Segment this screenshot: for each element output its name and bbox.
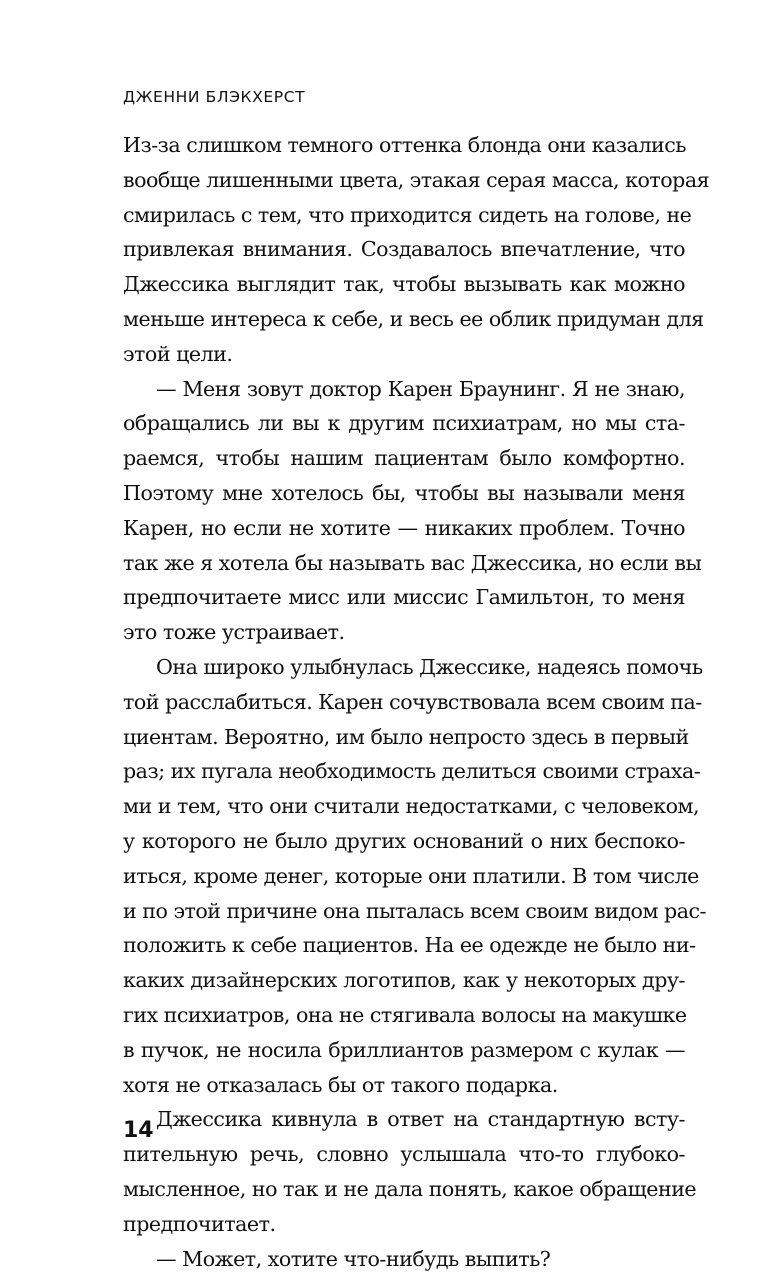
running-head-author: ДЖЕННИ БЛЭКХЕРСТ <box>123 88 305 106</box>
text-line: — Меня зовут доктор Карен Браунинг. Я не знаю, <box>123 372 685 407</box>
text-line: иться, кроме денег, которые они платили. В том числе <box>123 859 685 894</box>
text-line: ми и тем, что они считали недостатками, с человеком, <box>123 789 685 824</box>
text-line: — Может, хотите что-нибудь выпить? <box>123 1242 685 1276</box>
text-line: в пучок, не носила бриллиантов размером с кулак — <box>123 1033 685 1068</box>
text-line: предпочитаете мисс или миссис Гамильтон, то меня <box>123 580 685 615</box>
text-line: смирилась с тем, что приходится сидеть на голове, не <box>123 198 685 233</box>
text-line: меньше интереса к себе, и весь ее облик придуман для <box>123 302 685 337</box>
page-number: 14 <box>123 1118 154 1143</box>
text-line: обращались ли вы к другим психиатрам, но мы ста- <box>123 406 685 441</box>
body-text <box>123 128 685 1276</box>
text-line: Из-за слишком темного оттенка блонда они казались <box>123 128 685 163</box>
text-line: и по этой причине она пыталась всем своим видом рас- <box>123 894 685 929</box>
text-line: у которого не было других оснований о них беспоко- <box>123 824 685 859</box>
text-line: гих психиатров, она не стягивала волосы на макушке <box>123 998 685 1033</box>
text-line: Она широко улыбнулась Джессике, надеясь помочь <box>123 650 685 685</box>
text-line: вообще лишенными цвета, этакая серая масса, которая <box>123 163 685 198</box>
text-line: хотя не отказалась бы от такого подарка. <box>123 1068 685 1103</box>
text-line: той расслабиться. Карен сочувствовала всем своим па- <box>123 685 685 720</box>
text-line: циентам. Вероятно, им было непросто здесь в первый <box>123 720 685 755</box>
text-line: так же я хотела бы называть вас Джессика, но если вы <box>123 546 685 581</box>
text-line: Джессика кивнула в ответ на стандартную всту- <box>123 1102 685 1137</box>
text-line: это тоже устраивает. <box>123 615 685 650</box>
text-line: пительную речь, словно услышала что-то глубоко- <box>123 1137 685 1172</box>
text-line: каких дизайнерских логотипов, как у некоторых дру- <box>123 963 685 998</box>
text-line: мысленное, но так и не дала понять, какое обращение <box>123 1172 685 1207</box>
text-line: Джессика выглядит так, чтобы вызывать как можно <box>123 267 685 302</box>
text-line: предпочитает. <box>123 1207 685 1242</box>
text-line: привлекая внимания. Создавалось впечатление, что <box>123 232 685 267</box>
text-line: Поэтому мне хотелось бы, чтобы вы называли меня <box>123 476 685 511</box>
text-line: этой цели. <box>123 337 685 372</box>
text-line: раз; их пугала необходимость делиться своими страха- <box>123 754 685 789</box>
text-line: положить к себе пациентов. На ее одежде не было ни- <box>123 928 685 963</box>
text-line: Карен, но если не хотите — никаких проблем. Точно <box>123 511 685 546</box>
text-line: раемся, чтобы нашим пациентам было комфортно. <box>123 441 685 476</box>
